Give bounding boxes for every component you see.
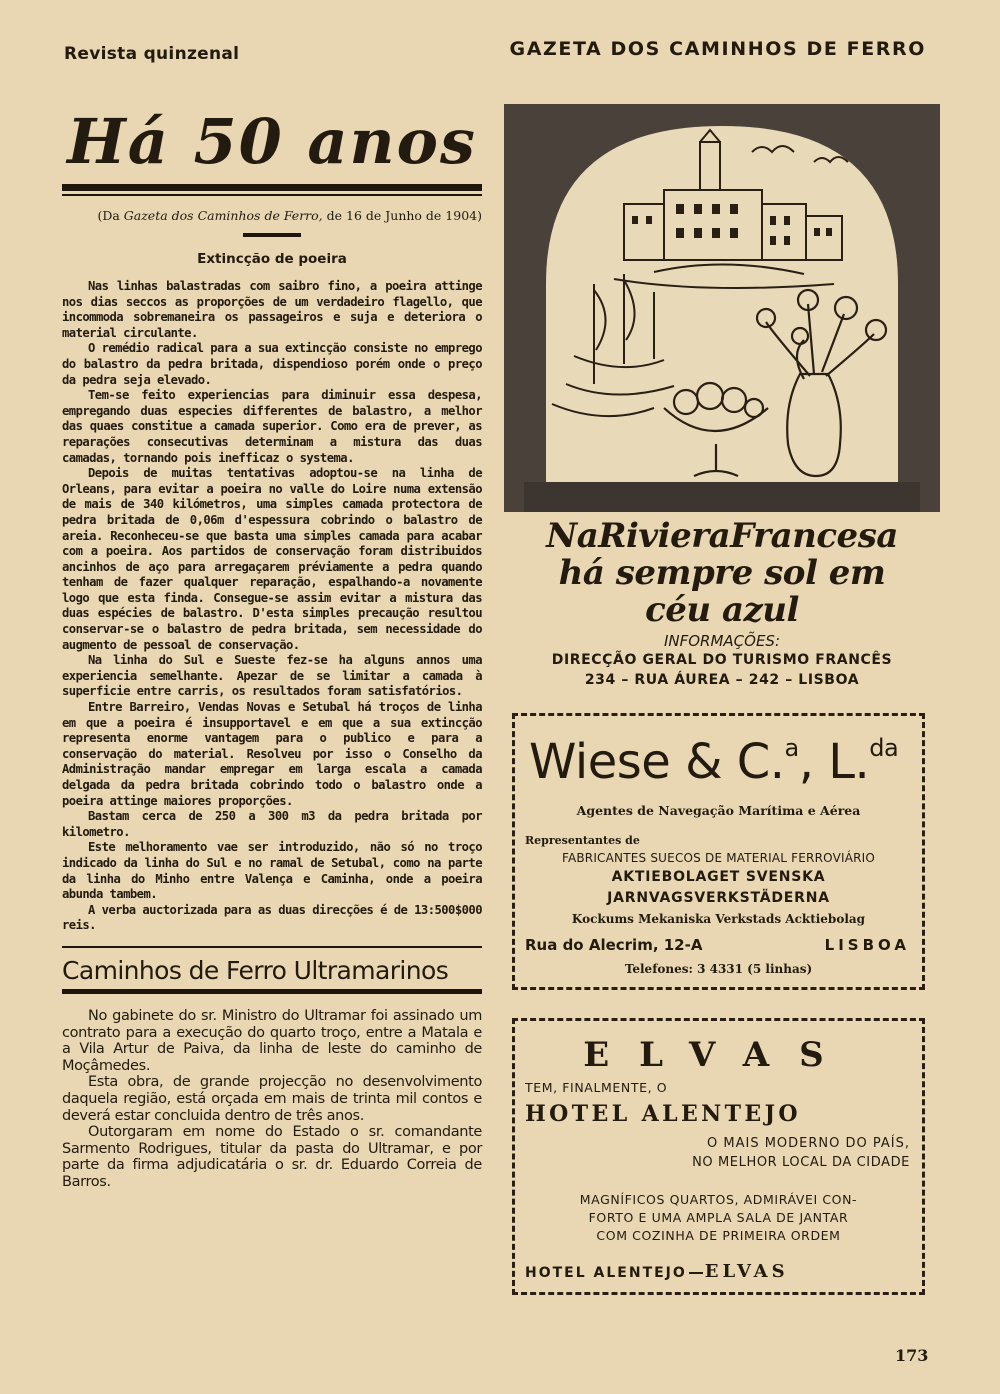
title-rule-thin xyxy=(62,194,482,196)
elvas-desc-1: O MAIS MODERNO DO PAÍS, xyxy=(707,1136,910,1151)
slogan-line-1: NaRivieraFrancesa xyxy=(546,516,898,556)
elvas-footer-hotel: HOTEL ALENTEJO xyxy=(525,1265,687,1281)
riviera-illustration xyxy=(504,104,940,512)
footer-dash xyxy=(689,1272,703,1274)
paragraph: Outorgaram em nome do Estado o sr. comandante Sarmento Rodrigues, titular da pasta do Ultramar, e por parte da firma adjudicatária o sr. dr. Eduardo Correia de Barros. xyxy=(62,1124,482,1190)
page-number: 173 xyxy=(895,1346,929,1365)
wiese-name-l: , L. xyxy=(798,734,870,790)
left-column xyxy=(62,100,482,1190)
mag-line-1: MAGNÍFICOS QUARTOS, ADMIRÁVEI CON- xyxy=(579,1192,858,1207)
slogan-line-3: céu azul xyxy=(645,590,799,630)
paragraph: Esta obra, de grande projecção no desenvolvimento daquela região, está orçada em mais de trinta mil contos e deverá estar concluida dentro de três anos. xyxy=(62,1074,482,1124)
section-rule-bottom xyxy=(62,989,482,994)
wiese-advertisement xyxy=(512,713,925,990)
elvas-advertisement xyxy=(512,1018,925,1295)
paragraph: Depois de muitas tentativas adoptou-se na linha de Orleans, para evitar a poeira no valle do Loire numa extensão de mais de 340 kilómetros, uma simples camada protectora de pedra britada de 0,06m d'espessura cobrindo o balastro de areia. Reconheceu-se que basta uma simples camada para acabar com a poeira. Aos partidos de conservação foram distribuidos ancinhos de aço para arregaçarem préviamente a pedra quando tenham de fazer qualquer reparação, espalhando-a novamente logo que esta finda. Consegue-se assim evitar a mistura das duas espécies de balastro. D'esta simples precaução resultou conservar-se o balastro de pedra britada, sem necessidade do augmento de pessoal de conservação. xyxy=(62,466,482,652)
wiese-city: LISBOA xyxy=(824,936,910,954)
source-suffix: de 16 de Junho de 1904) xyxy=(322,208,482,223)
wiese-company-name xyxy=(529,734,898,790)
elvas-magnificos xyxy=(515,1191,922,1245)
wiese-representantes: Representantes de xyxy=(525,834,640,847)
riviera-address xyxy=(504,650,940,690)
section-rule-top xyxy=(62,946,482,948)
paragraph: Na linha do Sul e Sueste fez-se ha alguns annos uma experiencia semelhante. Apezar de se limitar a camada à superficie entre carris, os resultados foram satisfatórios. xyxy=(62,653,482,699)
paragraph: Este melhoramento vae ser introduzido, não só no troço indicado da linha do Sul e no ramal de Setubal, como na parte da linha do Minho entre Valença e Caminha, onde a poeira abunda tambem. xyxy=(62,840,482,902)
riviera-slogan xyxy=(504,518,940,629)
article-source xyxy=(62,208,482,223)
mag-line-3: COM COZINHA DE PRIMEIRA ORDEM xyxy=(596,1228,841,1243)
short-rule xyxy=(243,233,301,237)
paragraph: Nas linhas balastradas com saibro fino, a poeira attinge nos dias seccos as proporções de um verdadeiro flagello, que incommoda sobremaneira os passageiros e suja e deteriora o material circulante. xyxy=(62,279,482,340)
elvas-hotel-name: HOTEL ALENTEJO xyxy=(525,1101,801,1127)
elvas-line1: TEM, FINALMENTE, O xyxy=(525,1080,668,1095)
running-header-left: Revista quinzenal xyxy=(64,44,240,64)
wiese-name-main: Wiese & C. xyxy=(529,734,785,790)
wiese-company-1: AKTIEBOLAGET SVENSKA xyxy=(611,869,826,885)
section-title: Caminhos de Ferro Ultramarinos xyxy=(62,955,449,985)
wiese-fabricantes: FABRICANTES SUECOS DE MATERIAL FERROVIÁRIO xyxy=(561,851,876,865)
paragraph: O remédio radical para a sua extincção consiste no emprego do balastro da pedra britada, dispendioso porém onde o preço da pedra seja elevado. xyxy=(62,341,482,387)
wiese-street: Rua do Alecrim, 12-A xyxy=(525,936,703,954)
title-rule-thick xyxy=(62,184,482,191)
paragraph: Bastam cerca de 250 a 300 m3 da pedra britada por kilometro. xyxy=(62,809,482,839)
article-title: Há 50 anos xyxy=(67,105,477,178)
mag-line-2: FORTO E UMA AMPLA SALA DE JANTAR xyxy=(588,1210,849,1225)
wiese-company-2: JARNVAGSVERKSTÄDERNA xyxy=(607,890,830,906)
source-publication: Gazeta dos Caminhos de Ferro, xyxy=(123,208,323,223)
paragraph: No gabinete do sr. Ministro do Ultramar foi assinado um contrato para a execução do quarto troço, entre a Matala e a Vila Artur de Paiva, da linha de leste do caminho de Moçâmedes. xyxy=(62,1007,482,1074)
elvas-footer-city: ELVAS xyxy=(704,1261,789,1282)
elvas-title: ELVAS xyxy=(583,1035,854,1075)
riviera-advertisement xyxy=(504,104,940,690)
wiese-phones: Telefones: 3 4331 (5 linhas) xyxy=(624,962,813,976)
wiese-sup-a: a xyxy=(784,734,799,762)
elvas-desc-2: NO MELHOR LOCAL DA CIDADE xyxy=(692,1155,910,1170)
source-prefix: (Da xyxy=(97,208,124,223)
wiese-sup-da: da xyxy=(869,734,899,762)
article-subtitle: Extincção de poeira xyxy=(197,251,347,267)
elvas-footer xyxy=(525,1261,789,1282)
article2-body xyxy=(62,1008,482,1191)
riviera-info-label: INFORMAÇÕES: xyxy=(663,632,781,650)
running-header-right: GAZETA DOS CAMINHOS DE FERRO xyxy=(509,38,926,60)
wiese-company-3: Kockums Mekaniska Verkstads Acktiebolag xyxy=(571,912,866,926)
wiese-agents: Agentes de Navegação Marítima e Aérea xyxy=(576,803,861,818)
article-body xyxy=(62,279,482,934)
paragraph: Tem-se feito experiencias para diminuir essa despesa, empregando duas especies differentes de balastro, a melhor das quaes constitue a camada superior. Como era de prever, as reparações consecutivas determinam a mistura das duas camadas, tornando pois inefficaz o systema. xyxy=(62,388,482,465)
address-line-2: 234 – RUA ÁUREA – 242 – LISBOA xyxy=(584,672,860,688)
slogan-line-2: há sempre sol em xyxy=(558,553,886,593)
address-line-1: DIRECÇÃO GERAL DO TURISMO FRANCÊS xyxy=(551,652,893,668)
paragraph: A verba auctorizada para as duas direcções é de 13:500$000 reis. xyxy=(62,902,482,933)
paragraph: Entre Barreiro, Vendas Novas e Setubal há troços de linha em que a poeira é insupportavel e em que a sua extincção representa enorme vantagem para o publico e para a conservação do material. Resolveu por isso o Conselho da Administração mandar empregar em larga escala a camada delgada da pedra britada cobrindo todo o balastro onde a poeira attinge maiores proporções. xyxy=(62,700,482,808)
